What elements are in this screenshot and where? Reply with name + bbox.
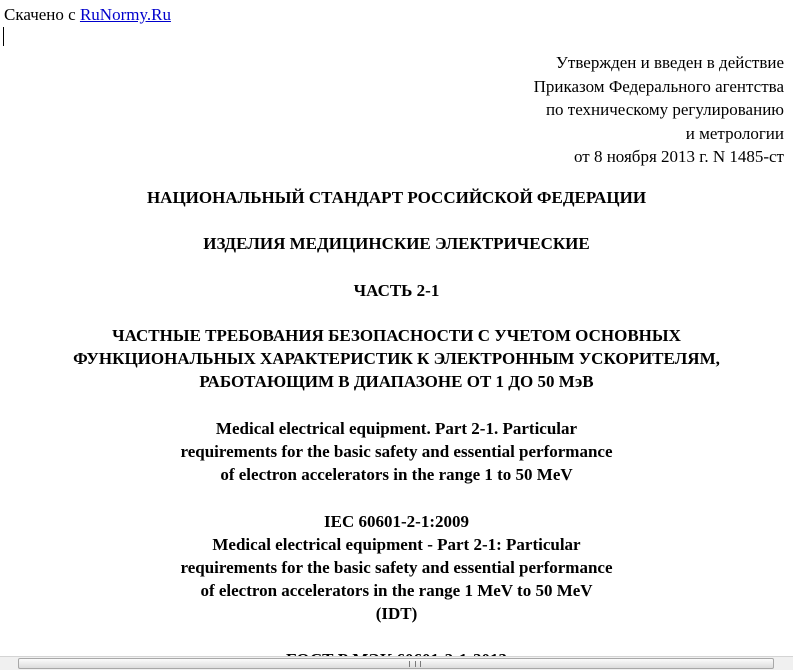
standard-heading [0, 186, 793, 209]
product-heading [0, 232, 793, 255]
english-title-line: of electron accelerators in the range 1 to 50 MeV [220, 465, 573, 484]
iec-line: requirements for the basic safety and essential performance [180, 558, 613, 577]
approval-line: по техническому регулированию [545, 100, 784, 119]
approval-line: от 8 ноября 2013 г. N 1485-ст [574, 147, 784, 166]
russian-title-line: РАБОТАЮЩИМ В ДИАПАЗОНЕ ОТ 1 ДО 50 МэВ [199, 372, 594, 391]
standard-heading-text: НАЦИОНАЛЬНЫЙ СТАНДАРТ РОССИЙСКОЙ ФЕДЕРАЦИИ [146, 188, 647, 207]
scroll-right-arrow-icon[interactable] [776, 658, 792, 669]
english-title [0, 417, 793, 486]
english-title-line: Medical electrical equipment. Part 2-1. Particular [215, 419, 578, 438]
scrollbar-thumb[interactable] [18, 658, 774, 669]
horizontal-scrollbar[interactable] [0, 656, 793, 670]
scroll-left-arrow-icon[interactable] [1, 658, 17, 669]
part-heading [0, 279, 793, 302]
source-line [4, 5, 171, 25]
approval-line: и метрологии [685, 123, 784, 143]
iec-line: IEC 60601-2-1:2009 [324, 512, 469, 531]
grip-icon [409, 661, 421, 667]
approval-line: Утвержден и введен в действие [555, 53, 784, 72]
iec-line: Medical electrical equipment - Part 2-1: Particular [212, 535, 581, 554]
russian-title-line: ФУНКЦИОНАЛЬНЫХ ХАРАКТЕРИСТИК К ЭЛЕКТРОННЫМ УСКОРИТЕЛЯМ, [73, 349, 720, 368]
iec-line: of electron accelerators in the range 1 MeV to 50 MeV [200, 581, 593, 600]
approval-block [534, 51, 784, 169]
iec-line: (IDT) [375, 604, 418, 623]
iec-reference [0, 510, 793, 625]
source-prefix: Скачено с [4, 5, 80, 24]
russian-title-line: ЧАСТНЫЕ ТРЕБОВАНИЯ БЕЗОПАСНОСТИ С УЧЕТОМ ОСНОВНЫХ [112, 326, 681, 345]
product-heading-text: ИЗДЕЛИЯ МЕДИЦИНСКИЕ ЭЛЕКТРИЧЕСКИЕ [203, 234, 590, 253]
part-heading-text: ЧАСТЬ 2-1 [353, 281, 440, 300]
approval-line: Приказом Федерального агентства [533, 76, 784, 96]
text-caret [3, 27, 4, 46]
russian-title [0, 324, 793, 393]
source-link[interactable]: RuNormy.Ru [79, 5, 171, 24]
english-title-line: requirements for the basic safety and essential performance [180, 442, 613, 461]
